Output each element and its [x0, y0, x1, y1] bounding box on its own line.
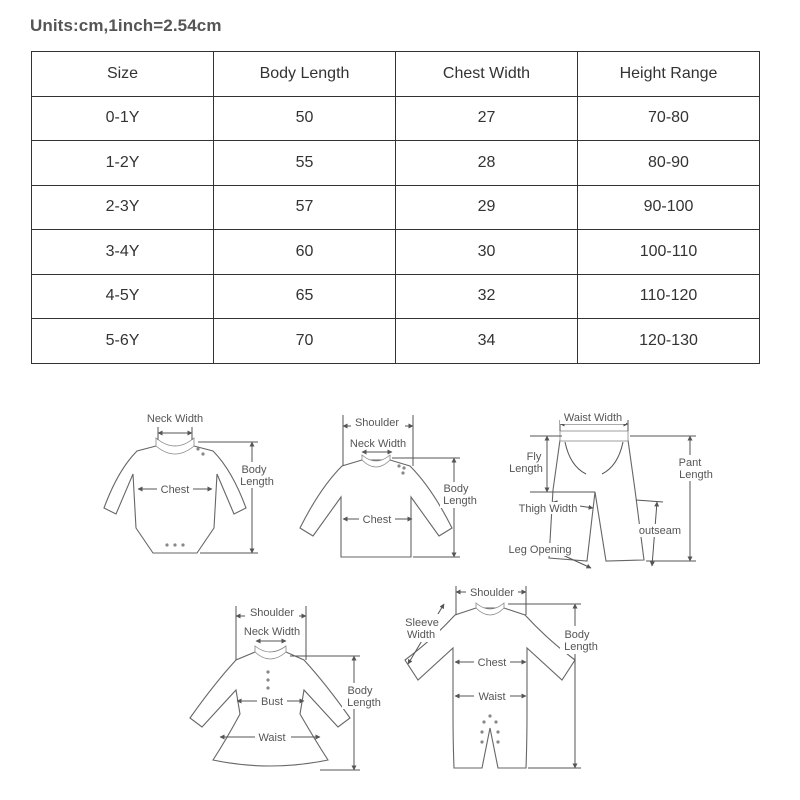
table-cell: 50 [214, 96, 396, 141]
table-cell: 60 [214, 230, 396, 275]
header-cell: Size [32, 52, 214, 97]
table-cell: 70-80 [578, 96, 760, 141]
bust-label: Bust [260, 696, 284, 708]
shoulder-label: Shoulder [354, 417, 400, 429]
neck-width-label: Neck Width [349, 438, 407, 450]
body-length-label-2: Length [240, 476, 274, 488]
table-cell: 0-1Y [32, 96, 214, 141]
table-cell: 110-120 [578, 274, 760, 319]
header-cell: Chest Width [396, 52, 578, 97]
shoulder-label: Shoulder [469, 587, 515, 599]
header-cell: Body Length [214, 52, 396, 97]
body-length-label-2: Length [347, 697, 381, 709]
body-length-label: Body [241, 464, 267, 476]
body-length-label-2: Length [564, 641, 598, 653]
neck-width-label: Neck Width [146, 413, 204, 425]
dress-diagram [190, 606, 382, 770]
bodysuit-outline [104, 446, 246, 553]
chest-label: Chest [477, 657, 507, 669]
body-length-label-2: Length [443, 495, 477, 507]
fly-length-label: Fly [526, 451, 542, 463]
table-cell: 100-110 [578, 230, 760, 275]
table-cell: 30 [396, 230, 578, 275]
table-cell: 34 [396, 319, 578, 364]
table-cell: 120-130 [578, 319, 760, 364]
table-cell: 3-4Y [32, 230, 214, 275]
table-cell: 57 [214, 185, 396, 230]
body-length-label: Body [443, 483, 469, 495]
pants-outline [549, 440, 644, 561]
table-cell: 1-2Y [32, 141, 214, 186]
table-cell: 32 [396, 274, 578, 319]
body-length-label: Body [564, 629, 590, 641]
bodysuit-diagram [104, 413, 276, 553]
shoulder-label: Shoulder [249, 607, 295, 619]
sleeve-width-label: Sleeve [405, 617, 439, 629]
pants-waistband [560, 431, 628, 441]
table-cell: 28 [396, 141, 578, 186]
fly-length-label-2: Length [509, 463, 543, 475]
table-cell: 4-5Y [32, 274, 214, 319]
neck-width-label: Neck Width [243, 626, 301, 638]
table-cell: 70 [214, 319, 396, 364]
dress-outline [190, 652, 350, 766]
body-length-label: Body [347, 685, 373, 697]
table-cell: 29 [396, 185, 578, 230]
leg-opening-label: Leg Opening [508, 544, 572, 556]
thigh-width-label: Thigh Width [518, 503, 578, 515]
pant-length-label-2: Length [679, 469, 713, 481]
sleeve-width-label-2: Width [406, 629, 436, 641]
table-cell: 90-100 [578, 185, 760, 230]
chest-label: Chest [362, 514, 392, 526]
units-note: Units:cm,1inch=2.54cm [30, 16, 222, 35]
table-cell: 55 [214, 141, 396, 186]
top-outline [300, 460, 452, 557]
table-cell: 5-6Y [32, 319, 214, 364]
top-diagram [300, 415, 478, 557]
waist-label: Waist [258, 732, 286, 744]
waist-width-label: Waist Width [563, 412, 623, 424]
romper-diagram [402, 586, 600, 768]
table-cell: 2-3Y [32, 185, 214, 230]
waist-label: Waist [478, 691, 506, 703]
chest-label: Chest [160, 484, 190, 496]
header-cell: Height Range [578, 52, 760, 97]
pants-diagram [506, 412, 716, 568]
pant-length-label: Pant [678, 457, 702, 469]
table-cell: 27 [396, 96, 578, 141]
table-cell: 80-90 [578, 141, 760, 186]
table-cell: 65 [214, 274, 396, 319]
outseam-label: outseam [638, 525, 682, 537]
